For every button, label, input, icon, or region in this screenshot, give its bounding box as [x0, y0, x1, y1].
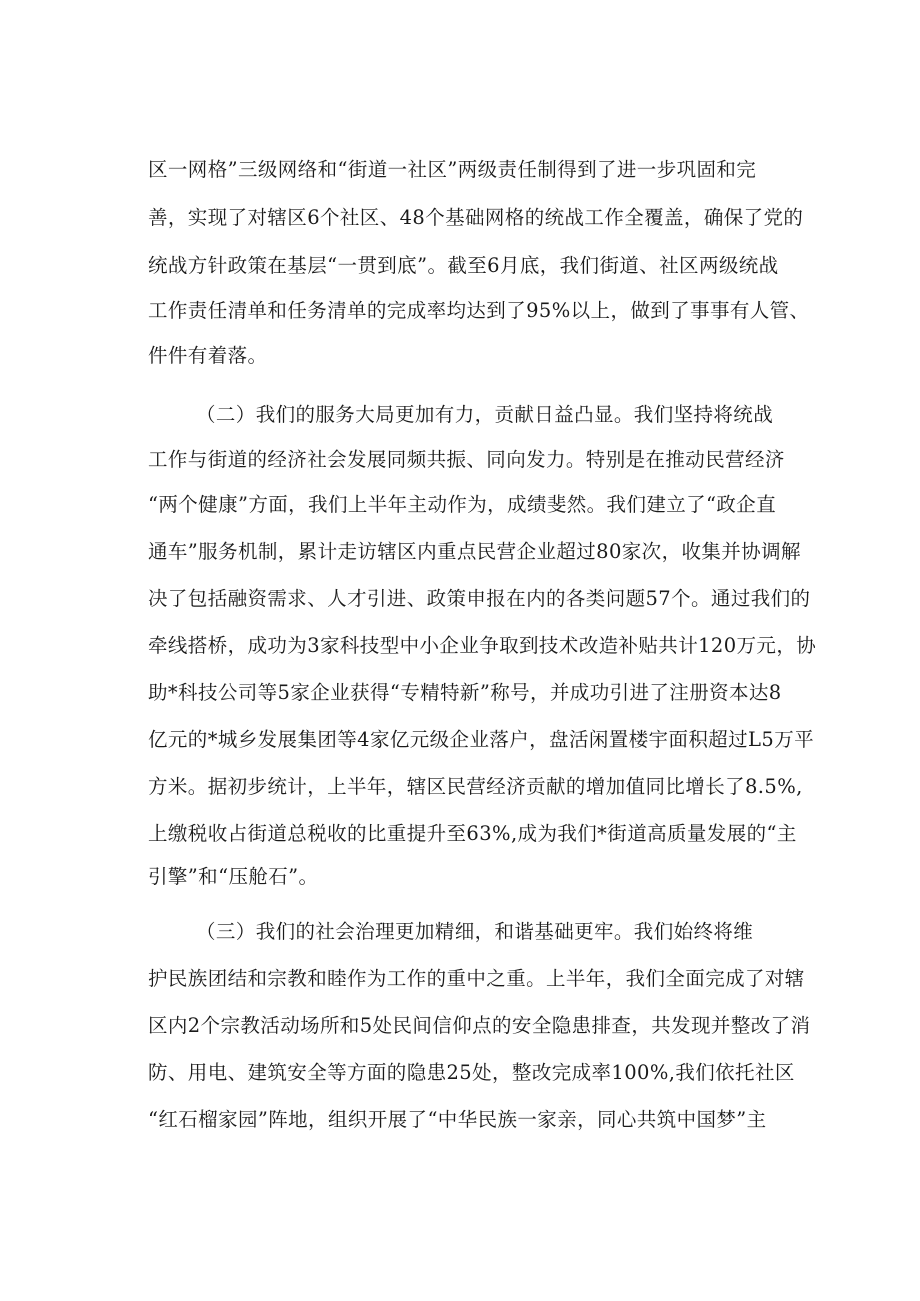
- paragraph-2-line-2: 工作与街道的经济社会发展同频共振、同向发力。特别是在推动民营经济: [148, 448, 785, 471]
- paragraph-3-line-5: “红石榴家园”阵地，组织开展了“中华民族一家亲，同心共筑中国梦”主: [148, 1108, 767, 1131]
- paragraph-1-line-4: 工作责任清单和任务清单的完成率均达到了95%以上，做到了事事有人管、: [148, 299, 810, 322]
- paragraph-1-line-1: 区一网格”三级网络和“街道一社区”两级责任制得到了进一步巩固和完: [148, 158, 757, 181]
- paragraph-2-line-7: 助*科技公司等5家企业获得“专精特新”称号，并成功引进了注册资本达8: [148, 681, 782, 704]
- paragraph-2-line-3: “两个健康”方面，我们上半年主动作为，成绩斐然。我们建立了“政企直: [148, 493, 777, 516]
- paragraph-1-line-5: 件件有着落。: [148, 344, 268, 367]
- paragraph-3-line-2: 护民族团结和宗教和睦作为工作的重中之重。上半年，我们全面完成了对辖: [148, 967, 805, 990]
- paragraph-2-line-5: 决了包括融资需求、人才引进、政策申报在内的各类问题57个。通过我们的: [148, 587, 811, 610]
- paragraph-2-line-4: 通车”服务机制，累计走访辖区内重点民营企业超过80家次，收集并协调解: [148, 540, 801, 563]
- paragraph-2-line-8: 亿元的*城乡发展集团等4家亿元级企业落户，盘活闲置楼宇面积超过L5万平: [148, 728, 815, 751]
- paragraph-1-line-2: 善，实现了对辖区6个社区、48个基础网格的统战工作全覆盖，确保了党的: [148, 206, 804, 229]
- paragraph-2-line-11: 引擎”和“压舱石”。: [148, 865, 319, 888]
- paragraph-2-line-6: 牵线搭桥，成功为3家科技型中小企业争取到技术改造补贴共计120万元，协: [148, 634, 817, 657]
- paragraph-3-line-1: （三）我们的社会治理更加精细，和谐基础更牢。我们始终将维: [196, 920, 754, 943]
- paragraph-3-line-3: 区内2个宗教活动场所和5处民间信仰点的安全隐患排查，共发现并整改了消: [148, 1014, 811, 1037]
- paragraph-2-line-10: 上缴税收占街道总税收的比重提升至63%,成为我们*街道高质量发展的“主: [148, 822, 797, 845]
- paragraph-2-line-9: 方米。据初步统计，上半年，辖区民营经济贡献的增加值同比增长了8.5%,: [148, 775, 803, 798]
- paragraph-1-line-3: 统战方针政策在基层“一贯到底”。截至6月底，我们街道、社区两级统战: [148, 254, 779, 277]
- paragraph-3-line-4: 防、用电、建筑安全等方面的隐患25处，整改完成率100%,我们依托社区: [148, 1061, 795, 1084]
- paragraph-2-line-1: （二）我们的服务大局更加有力，贡献日益凸显。我们坚持将统战: [196, 403, 774, 426]
